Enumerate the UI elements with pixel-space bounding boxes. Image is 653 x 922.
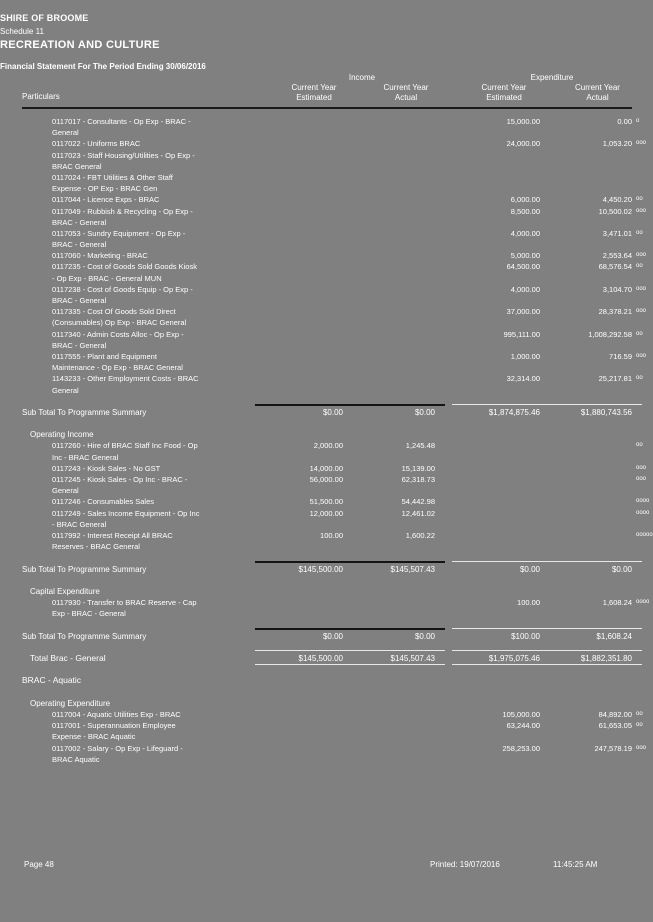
column-group-income: Income xyxy=(348,73,376,82)
row-description: BRAC General xyxy=(52,161,102,171)
row-description: Inc - BRAC General xyxy=(52,452,119,462)
table-row xyxy=(0,183,653,194)
column-header-exp-actual-line1: Current Year xyxy=(575,83,620,92)
row-variance-marker-icon: ooo xyxy=(636,140,647,147)
cell-income-estimated: 14,000.00 xyxy=(309,463,343,473)
row-description: 0117022 - Uniforms BRAC xyxy=(52,139,141,149)
column-header-income-estimated xyxy=(268,83,360,103)
cell-expenditure-actual: 3,104.70 xyxy=(602,284,632,294)
column-header-particulars: Particulars xyxy=(22,92,60,101)
column-header-income-estimated-line1: Current Year xyxy=(291,83,337,92)
row-description: Sub Total To Programme Summary xyxy=(22,631,147,641)
cell-expenditure-estimated: $1,975,075.46 xyxy=(488,654,540,663)
row-description: 0117930 - Transfer to BRAC Reserve - Cap xyxy=(52,598,197,608)
row-description: 1143233 - Other Employment Costs - BRAC xyxy=(52,374,199,384)
total-row xyxy=(0,653,653,664)
table-row xyxy=(0,172,653,183)
row-description: Operating Expenditure xyxy=(30,698,111,708)
cell-income-estimated: 2,000.00 xyxy=(313,441,343,451)
row-description: Sub Total To Programme Summary xyxy=(22,564,147,574)
table-row xyxy=(0,463,653,474)
row-description: Exp - BRAC - General xyxy=(52,609,126,619)
table-row xyxy=(0,138,653,149)
spacer-row xyxy=(0,418,653,429)
cell-expenditure-actual: 1,608.24 xyxy=(602,598,632,608)
table-row xyxy=(0,228,653,239)
column-group-expenditure: Expenditure xyxy=(530,73,574,82)
row-variance-marker-icon: oo xyxy=(636,330,643,337)
row-description: 0117049 - Rubbish & Recycling - Op Exp - xyxy=(52,206,193,216)
cell-income-estimated: $145,500.00 xyxy=(298,654,343,663)
cell-income-actual: 15,139.00 xyxy=(401,463,435,473)
row-description: 0117044 - Licence Exps - BRAC xyxy=(52,195,160,205)
table-row xyxy=(0,496,653,507)
cell-expenditure-actual: $1,880,743.56 xyxy=(580,407,632,417)
table-row xyxy=(0,261,653,272)
row-description: 0117246 - Consumables Sales xyxy=(52,497,155,507)
cell-income-estimated: $0.00 xyxy=(322,407,343,417)
subtotal-row xyxy=(0,631,653,642)
subtotal-rule xyxy=(255,404,445,406)
table-row xyxy=(0,284,653,295)
cell-expenditure-estimated: 37,000.00 xyxy=(506,307,540,317)
row-description: BRAC - General xyxy=(52,217,107,227)
cell-expenditure-estimated: 4,000.00 xyxy=(510,284,540,294)
row-description: BRAC - Aquatic xyxy=(22,675,82,686)
cell-income-actual: $0.00 xyxy=(414,631,435,641)
cell-income-estimated: $0.00 xyxy=(322,631,343,641)
section-heading-row xyxy=(0,586,653,597)
column-header-exp-actual-line2: Actual xyxy=(586,93,609,102)
row-variance-marker-icon: oo xyxy=(636,375,643,382)
footer-printed-date: Printed: 19/07/2016 xyxy=(430,860,500,869)
table-row xyxy=(0,508,653,519)
cell-income-actual: 1,245.48 xyxy=(405,441,435,451)
period-subtitle: Financial Statement For The Period Ending 30/06/2016 xyxy=(0,62,206,71)
table-row xyxy=(0,362,653,373)
spacer-row xyxy=(0,642,653,653)
table-row xyxy=(0,754,653,765)
cell-income-estimated: $145,500.00 xyxy=(298,564,343,574)
table-row xyxy=(0,709,653,720)
subtotal-rule xyxy=(452,650,642,651)
row-description: (Consumables) Op Exp - BRAC General xyxy=(52,318,187,328)
schedule-label: Schedule 11 xyxy=(0,27,44,36)
row-description: 0117060 - Marketing - BRAC xyxy=(52,251,148,261)
row-description: BRAC - General xyxy=(52,240,107,250)
cell-expenditure-estimated: $1,874,875.46 xyxy=(488,407,540,417)
row-description: Sub Total To Programme Summary xyxy=(22,407,147,417)
table-row xyxy=(0,329,653,340)
row-description: Operating Income xyxy=(30,430,94,440)
row-description: 0117245 - Kiosk Sales - Op Inc - BRAC - xyxy=(52,475,188,484)
table-row xyxy=(0,295,653,306)
table-row xyxy=(0,150,653,161)
subtotal-rule xyxy=(452,561,642,562)
table-row xyxy=(0,720,653,731)
organisation-title: SHIRE OF BROOME xyxy=(0,13,89,23)
subtotal-rule xyxy=(255,650,445,651)
column-header-income-actual-line2: Actual xyxy=(394,93,418,102)
section-heading-row xyxy=(0,698,653,709)
row-variance-marker-icon: ooooo xyxy=(636,531,653,538)
table-row xyxy=(0,743,653,754)
cell-expenditure-estimated: 1,000.00 xyxy=(510,351,540,361)
table-row xyxy=(0,317,653,328)
row-description: 0117249 - Sales Income Equipment - Op Inc xyxy=(52,508,200,518)
row-description: 0117017 - Consultants - Op Exp - BRAC - xyxy=(52,117,191,126)
total-rule xyxy=(255,664,445,665)
table-row xyxy=(0,127,653,138)
subtotal-row xyxy=(0,564,653,575)
row-description: 0117555 - Plant and Equipment xyxy=(52,351,157,361)
table-row xyxy=(0,385,653,396)
row-description: - BRAC General xyxy=(52,519,107,529)
header-divider xyxy=(22,107,632,109)
cell-expenditure-actual: 61,653.05 xyxy=(598,721,632,731)
table-row xyxy=(0,440,653,451)
cell-income-actual: $0.00 xyxy=(414,407,435,417)
row-description: 0117053 - Sundry Equipment - Op Exp - xyxy=(52,228,186,238)
column-header-exp-actual xyxy=(550,83,645,103)
cell-expenditure-actual: 3,471.01 xyxy=(602,228,632,238)
row-variance-marker-icon: o xyxy=(636,118,640,124)
table-row xyxy=(0,340,653,351)
subtotal-rule xyxy=(452,628,642,629)
total-rule xyxy=(452,664,642,665)
section-heading-row xyxy=(0,429,653,440)
cell-expenditure-actual: 68,576.54 xyxy=(598,262,632,272)
row-description: 0117260 - Hire of BRAC Staff Inc Food - Op xyxy=(52,441,198,451)
table-row xyxy=(0,217,653,228)
row-variance-marker-icon: oo xyxy=(636,263,643,270)
table-row xyxy=(0,597,653,608)
row-description: 0117024 - FBT Utilities & Other Staff xyxy=(52,172,173,182)
row-description: General xyxy=(52,128,79,138)
row-description: 0117235 - Cost of Goods Sold Goods Kiosk xyxy=(52,262,197,272)
row-description: 0117004 - Aquatic Utilities Exp - BRAC xyxy=(52,709,181,719)
cell-expenditure-estimated: 100.00 xyxy=(517,598,540,608)
cell-expenditure-actual: 25,217.81 xyxy=(598,374,632,384)
cell-income-estimated: 12,000.00 xyxy=(309,508,343,518)
table-row xyxy=(0,194,653,205)
cell-expenditure-actual: 1,008,292.58 xyxy=(588,329,632,339)
cell-expenditure-actual: 28,378.21 xyxy=(598,307,632,317)
cell-expenditure-estimated: 995,111.00 xyxy=(503,329,540,339)
page-title: RECREATION AND CULTURE xyxy=(0,39,160,51)
subtotal-rule xyxy=(255,628,445,630)
row-variance-marker-icon: ooo xyxy=(636,308,647,315)
table-row xyxy=(0,541,653,552)
row-description: 0117243 - Kiosk Sales - No GST xyxy=(52,463,161,473)
table-row xyxy=(0,731,653,742)
row-variance-marker-icon: ooo xyxy=(636,207,647,214)
table-row xyxy=(0,474,653,485)
row-description: Capital Expenditure xyxy=(30,586,100,596)
row-description: Reserves - BRAC General xyxy=(52,542,140,552)
cell-expenditure-estimated: 4,000.00 xyxy=(510,228,540,238)
column-header-exp-estimated-line1: Current Year xyxy=(481,83,527,92)
table-row xyxy=(0,373,653,384)
spacer-row xyxy=(0,664,653,675)
cell-expenditure-actual: $1,882,351.80 xyxy=(580,654,632,663)
row-description: 0117238 - Cost of Goods Equip - Op Exp - xyxy=(52,284,193,294)
cell-expenditure-actual: 4,450.20 xyxy=(602,195,632,205)
cell-expenditure-estimated: 64,500.00 xyxy=(506,262,540,272)
subtotal-row xyxy=(0,407,653,418)
column-header-exp-estimated xyxy=(458,83,550,103)
cell-income-estimated: 100.00 xyxy=(320,530,343,540)
cell-expenditure-actual: 1,053.20 xyxy=(602,139,632,149)
row-description: Expense - BRAC Aquatic xyxy=(52,732,136,742)
row-description: BRAC - General xyxy=(52,340,107,350)
row-description: 0117335 - Cost Of Goods Sold Direct xyxy=(52,307,176,317)
cell-expenditure-estimated: 15,000.00 xyxy=(506,117,540,126)
table-row xyxy=(0,485,653,496)
table-row xyxy=(0,608,653,619)
table-row xyxy=(0,206,653,217)
cell-income-actual: $145,507.43 xyxy=(390,564,435,574)
column-header-income-estimated-line2: Estimated xyxy=(296,93,332,102)
cell-expenditure-estimated: 105,000.00 xyxy=(502,709,540,719)
cell-expenditure-estimated: 5,000.00 xyxy=(510,251,540,261)
table-row xyxy=(0,161,653,172)
table-row xyxy=(0,351,653,362)
row-variance-marker-icon: oo xyxy=(636,710,643,717)
row-variance-marker-icon: oo xyxy=(636,442,643,449)
row-description: General xyxy=(52,385,79,395)
row-variance-marker-icon: ooo xyxy=(636,476,647,482)
row-description: BRAC - General xyxy=(52,296,107,305)
row-variance-marker-icon: ooo xyxy=(636,285,647,292)
table-row xyxy=(0,452,653,463)
row-variance-marker-icon: oo xyxy=(636,229,643,236)
statement-rows xyxy=(0,116,653,765)
cell-expenditure-actual: 0.00 xyxy=(617,117,632,126)
table-row xyxy=(0,519,653,530)
cell-expenditure-estimated: 63,244.00 xyxy=(506,721,540,731)
cell-income-actual: 54,442.98 xyxy=(401,497,435,507)
cell-expenditure-actual: $0.00 xyxy=(611,564,632,574)
cell-expenditure-estimated: 24,000.00 xyxy=(506,139,540,149)
table-row xyxy=(0,250,653,261)
row-description: 0117992 - Interest Receipt All BRAC xyxy=(52,530,173,540)
cell-expenditure-actual: $1,608.24 xyxy=(596,631,632,641)
row-description: BRAC Aquatic xyxy=(52,754,100,764)
row-variance-marker-icon: oo xyxy=(636,196,643,203)
subtotal-rule xyxy=(255,561,445,563)
cell-expenditure-estimated: 8,500.00 xyxy=(510,206,540,216)
table-row xyxy=(0,239,653,250)
row-variance-marker-icon: ooo xyxy=(636,744,647,751)
row-description: 0117023 - Staff Housing/Utilities - Op Exp - xyxy=(52,150,195,160)
column-header-income-actual xyxy=(360,83,452,103)
cell-expenditure-estimated: 258,253.00 xyxy=(502,743,540,753)
spacer-row xyxy=(0,687,653,698)
row-variance-marker-icon: oo xyxy=(636,722,643,729)
cell-income-actual: $145,507.43 xyxy=(390,654,435,663)
spacer-row xyxy=(0,575,653,586)
row-description: 0117002 - Salary - Op Exp - Lifeguard - xyxy=(52,743,183,753)
row-description: Expense - OP Exp - BRAC Gen xyxy=(52,184,158,194)
row-description: General xyxy=(52,486,79,496)
table-row xyxy=(0,306,653,317)
cell-expenditure-actual: 716.59 xyxy=(609,351,632,361)
cell-expenditure-estimated: $100.00 xyxy=(511,631,540,641)
cell-expenditure-actual: 84,892.00 xyxy=(598,709,632,719)
row-variance-marker-icon: oooo xyxy=(636,509,650,516)
row-variance-marker-icon: oooo xyxy=(636,498,650,505)
row-variance-marker-icon: oooo xyxy=(636,599,650,606)
table-row xyxy=(0,116,653,127)
subtotal-rule xyxy=(452,404,642,405)
cell-expenditure-estimated: $0.00 xyxy=(519,564,540,574)
row-variance-marker-icon: ooo xyxy=(636,252,647,259)
group-heading-row xyxy=(0,675,653,686)
cell-income-actual: 12,461.02 xyxy=(401,508,435,518)
row-variance-marker-icon: ooo xyxy=(636,464,647,471)
cell-expenditure-actual: 247,578.19 xyxy=(594,743,632,753)
cell-expenditure-estimated: 6,000.00 xyxy=(510,195,540,205)
cell-income-estimated: 56,000.00 xyxy=(309,475,343,484)
cell-expenditure-estimated: 32,314.00 xyxy=(506,374,540,384)
cell-income-actual: 1,600.22 xyxy=(405,530,435,540)
row-description: - Op Exp - BRAC - General MUN xyxy=(52,273,162,283)
footer-page-number: Page 48 xyxy=(24,860,54,869)
column-header-exp-estimated-line2: Estimated xyxy=(486,93,522,102)
table-row xyxy=(0,273,653,284)
cell-expenditure-actual: 2,553.64 xyxy=(602,251,632,261)
table-row xyxy=(0,530,653,541)
row-description: 0117340 - Admin Costs Alloc - Op Exp - xyxy=(52,329,184,339)
cell-income-estimated: 51,500.00 xyxy=(309,497,343,507)
row-variance-marker-icon: ooo xyxy=(636,352,647,359)
footer-printed-time: 11:45:25 AM xyxy=(553,860,598,869)
row-description: Total Brac - General xyxy=(30,653,106,663)
row-description: Maintenance - Op Exp - BRAC General xyxy=(52,363,183,373)
column-header-income-actual-line1: Current Year xyxy=(383,83,429,92)
cell-expenditure-actual: 10,500.02 xyxy=(598,206,632,216)
row-description: 0117001 - Superannuation Employee xyxy=(52,721,176,731)
cell-income-actual: 62,318.73 xyxy=(401,475,435,484)
